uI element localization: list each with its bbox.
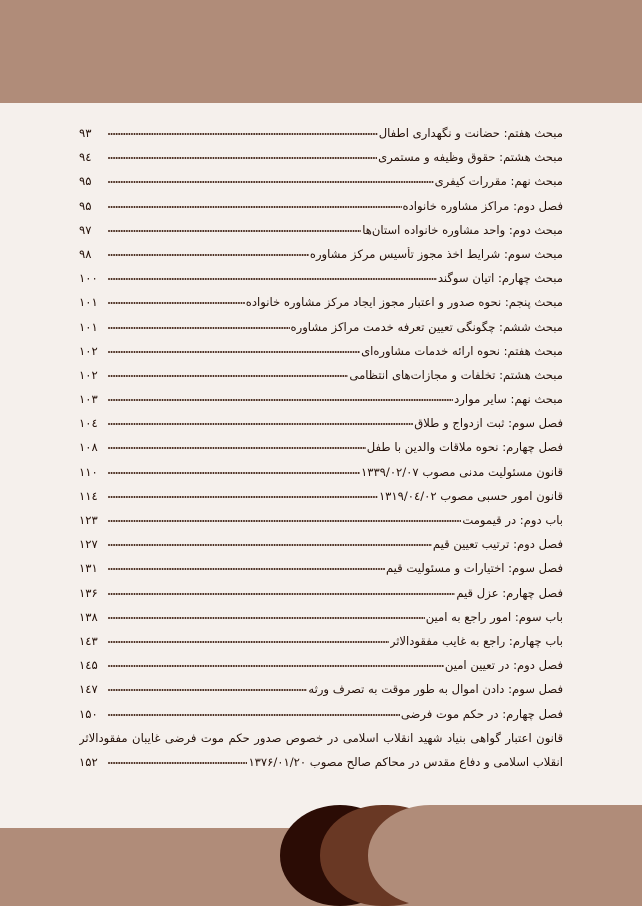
- toc-entry[interactable]: [79, 561, 563, 585]
- toc-entry-title: فصل چهارم: در حکم موت فرضی: [400, 706, 563, 721]
- toc-dot-leader: [108, 537, 432, 548]
- toc-entry-page-number: ۱۰٤: [79, 416, 98, 431]
- toc-entry[interactable]: [79, 320, 563, 344]
- toc-entry-page-number: ۱۰۲: [79, 343, 98, 358]
- toc-entry[interactable]: [79, 174, 563, 198]
- toc-entry-page-number: ۱۵۰: [79, 706, 98, 721]
- toc-entry-title: فصل سوم: ثبت ازدواج و طلاق: [414, 416, 563, 431]
- toc-entry[interactable]: [79, 344, 563, 368]
- toc-dot-leader: [108, 368, 348, 379]
- toc-entry-page-number: ۹۸: [79, 246, 92, 261]
- toc-entry-title: قانون اعتبار گواهی بنیاد شهید انقلاب اسلامی در خصوص صدور حکم موت فرضی غایبان مفقودالاثر: [79, 730, 563, 745]
- toc-entry[interactable]: [79, 271, 563, 295]
- toc-dot-leader: [108, 707, 400, 718]
- toc-entry-page-number: ۹۳: [79, 126, 92, 140]
- toc-dot-leader: [108, 513, 461, 524]
- toc-entry-page-number: ۱۰۸: [79, 440, 98, 455]
- toc-entry[interactable]: [79, 416, 563, 440]
- toc-entry[interactable]: [79, 247, 563, 271]
- toc-entry[interactable]: [79, 658, 563, 682]
- toc-dot-leader: [108, 440, 366, 451]
- toc-dot-leader: [108, 247, 309, 258]
- toc-entry[interactable]: [79, 682, 563, 706]
- toc-dot-leader: [108, 586, 455, 597]
- toc-entry[interactable]: [79, 489, 563, 513]
- toc-entry[interactable]: [79, 586, 563, 610]
- toc-entry-page-number: ۹۵: [79, 174, 92, 189]
- toc-entry-page-number: ۱۳۱: [79, 561, 98, 576]
- toc-entry-title: فصل سوم: اختیارات و مسئولیت قیم: [385, 561, 563, 576]
- toc-dot-leader: [108, 271, 437, 282]
- toc-entry-page-number: ۱٤۳: [79, 633, 98, 648]
- toc-entry-page-number: ۱۰۱: [79, 319, 98, 334]
- toc-dot-leader: [108, 295, 245, 306]
- toc-entry-page-number: ۹۷: [79, 222, 92, 237]
- toc-dot-leader: [108, 126, 378, 137]
- toc-dot-leader: [108, 416, 413, 427]
- toc-dot-leader: [108, 465, 360, 476]
- toc-entry-page-number: ۱۰۳: [79, 392, 98, 407]
- toc-entry-title: مبحث هشتم: تخلفات و مجازات‌های انتظامی: [349, 367, 563, 382]
- toc-entry[interactable]: [79, 440, 563, 464]
- toc-entry-title: مبحث پنجم: نحوه صدور و اعتبار مجوز ایجاد مرکز مشاوره خانواده: [245, 295, 563, 310]
- toc-entry[interactable]: [79, 731, 563, 755]
- toc-dot-leader: [108, 755, 247, 766]
- toc-entry-page-number: ۱۳۸: [79, 609, 98, 624]
- toc-entry-page-number: ۱۰۰: [79, 271, 98, 286]
- toc-entry-title: مبحث نهم: مقررات کیفری: [434, 174, 563, 189]
- toc-dot-leader: [108, 610, 425, 621]
- toc-entry[interactable]: [79, 150, 563, 174]
- toc-entry-title: انقلاب اسلامی و دفاع مقدس در محاکم صالح مصوب ۱۳۷۶/۰۱/۲۰: [248, 754, 563, 769]
- toc-dot-leader: [108, 223, 361, 234]
- toc-entry-page-number: ۱٤۵: [79, 658, 98, 673]
- toc-entry[interactable]: [79, 465, 563, 489]
- toc-entry-title: مبحث سوم: شرایط اخذ مجوز تأسیس مرکز مشاوره: [309, 246, 563, 261]
- toc-entry[interactable]: [79, 707, 563, 731]
- toc-entry-title: فصل دوم: در تعیین امین: [444, 658, 563, 673]
- toc-dot-leader: [108, 199, 402, 210]
- toc-entry[interactable]: [79, 610, 563, 634]
- toc-entry-title: قانون امور حسبی مصوب ۱۳۱۹/۰٤/۰۲: [378, 488, 563, 503]
- toc-entry-page-number: ۱۲۳: [79, 513, 98, 527]
- toc-entry-page-number: ۹۵: [79, 198, 92, 213]
- toc-dot-leader: [108, 344, 360, 355]
- toc-entry-title: مبحث هفتم: حضانت و نگهداری اطفال: [378, 126, 563, 140]
- toc-entry-page-number: ۱۳۶: [79, 585, 98, 600]
- toc-entry-page-number: ۱۵۲: [79, 754, 98, 769]
- toc-dot-leader: [108, 150, 377, 161]
- toc-entry-title: مبحث دوم: واحد مشاوره خانواده استان‌ها: [362, 222, 563, 237]
- toc-entry-page-number: ۱۱۰: [79, 464, 98, 479]
- toc-entry-page-number: ۱۱٤: [79, 488, 98, 503]
- toc-entry-title: مبحث ششم: چگونگی تعیین تعرفه خدمت مراکز مشاوره: [290, 319, 563, 334]
- toc-entry-title: باب چهارم: راجع به غایب مفقودالاثر: [389, 633, 563, 648]
- toc-entry-title: مبحث نهم: سایر موارد: [454, 392, 563, 407]
- toc-entry-page-number: ۹٤: [79, 150, 92, 165]
- toc-entry-page-number: ۱۰۱: [79, 295, 98, 310]
- toc-entry[interactable]: [79, 513, 563, 537]
- toc-dot-leader: [108, 392, 453, 403]
- toc-entry[interactable]: [79, 368, 563, 392]
- toc-dot-leader: [108, 634, 389, 645]
- toc-entry-title: مبحث چهارم: اتیان سوگند: [437, 271, 563, 286]
- toc-entry-title: فصل سوم: دادن اموال به طور موقت به تصرف ورثه: [308, 682, 563, 697]
- toc-dot-leader: [108, 174, 434, 185]
- toc-entry-title: فصل دوم: ترتیب تعیین قیم: [432, 537, 563, 552]
- toc-dot-leader: [108, 561, 385, 572]
- toc-entry[interactable]: [79, 295, 563, 319]
- toc-entry-title: باب سوم: امور راجع به امین: [425, 609, 563, 624]
- toc-dot-leader: [108, 682, 307, 693]
- toc-entry[interactable]: [79, 634, 563, 658]
- toc-entry-page-number: ۱٤۷: [79, 682, 98, 697]
- table-of-contents: [79, 126, 563, 779]
- toc-entry-title: باب دوم: در قیمومت: [462, 513, 563, 527]
- toc-entry-title: قانون مسئولیت مدنی مصوب ۱۳۳۹/۰۲/۰۷: [361, 464, 563, 479]
- toc-dot-leader: [108, 320, 290, 331]
- toc-dot-leader: [108, 658, 444, 669]
- decorative-blob-light: [368, 805, 642, 906]
- toc-entry-title: مبحث هشتم: حقوق وظیفه و مستمری: [378, 150, 563, 165]
- toc-entry-page-number: ۱۲۷: [79, 537, 98, 552]
- toc-entry-title: مبحث هفتم: نحوه ارائه خدمات مشاوره‌ای: [361, 343, 563, 358]
- toc-entry[interactable]: [79, 755, 563, 779]
- toc-entry[interactable]: [79, 199, 563, 223]
- toc-entry-page-number: ۱۰۲: [79, 367, 98, 382]
- toc-entry[interactable]: [79, 392, 563, 416]
- toc-entry-title: فصل چهارم: عزل قیم: [456, 585, 563, 600]
- decorative-band-top: [0, 0, 642, 103]
- toc-entry[interactable]: [79, 126, 563, 150]
- toc-entry-title: فصل دوم: مراکز مشاوره خانواده: [402, 198, 563, 213]
- toc-entry-title: فصل چهارم: نحوه ملاقات والدین با طفل: [366, 440, 563, 455]
- toc-entry[interactable]: [79, 537, 563, 561]
- toc-dot-leader: [108, 489, 378, 500]
- toc-entry[interactable]: [79, 223, 563, 247]
